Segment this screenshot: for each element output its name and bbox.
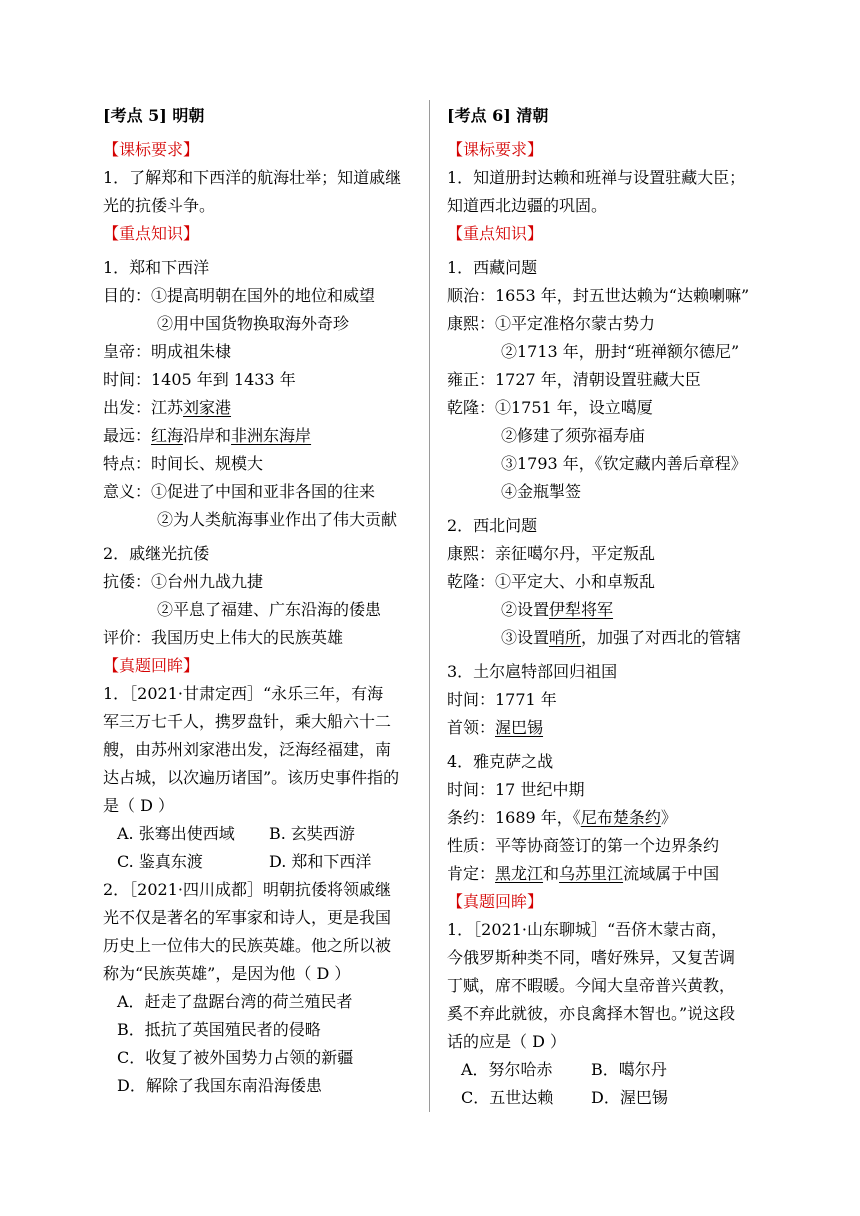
heading-kebiao: 【课标要求】: [447, 140, 544, 159]
option: A. 张骞出使西域: [117, 824, 235, 843]
kebiao-line: 光的抗倭斗争。: [103, 196, 216, 215]
underlined-term: 哨所: [549, 628, 582, 647]
column-divider: [429, 100, 430, 1112]
text: 最远：: [103, 426, 152, 445]
knowledge-line: [447, 714, 787, 742]
option-row: [103, 848, 421, 876]
topic-title: 4．雅克萨之战: [447, 752, 554, 771]
underlined-term: 渥巴锡: [495, 718, 544, 737]
knowledge-line: 乾隆：①1751 年，设立噶厦: [447, 398, 653, 417]
knowledge-line: 乾隆：①平定大、小和卓叛乱: [447, 572, 656, 591]
text: ，加强了对西北的管辖: [581, 628, 742, 647]
knowledge-line: 时间：17 世纪中期: [447, 780, 585, 799]
topic-title: 1．郑和下西洋: [103, 258, 210, 277]
option: B．抵抗了英国殖民者的侵略: [117, 1020, 321, 1039]
knowledge-line: [447, 860, 787, 888]
option-row: [447, 1084, 787, 1112]
knowledge-line: [103, 422, 421, 450]
option: C．收复了被外国势力占领的新疆: [117, 1048, 354, 1067]
knowledge-line: ③1793 年，《钦定藏内善后章程》: [501, 454, 747, 473]
question-line: 艘，由苏州刘家港出发，泛海经福建，南: [103, 740, 392, 759]
option: B．噶尔丹: [591, 1060, 667, 1079]
question-line: 2．［2021·四川成都］明朝抗倭将领戚继: [103, 880, 391, 899]
underlined-term: 伊犁将军: [549, 600, 614, 619]
option-row: [103, 820, 421, 848]
knowledge-line: 顺治：1653 年，封五世达赖为“达赖喇嘛”: [447, 286, 750, 305]
knowledge-line: ②修建了须弥福寿庙: [501, 426, 646, 445]
knowledge-line: ④金瓶掣签: [501, 482, 582, 501]
option-row: [447, 1056, 787, 1084]
underlined-term: 刘家港: [183, 398, 232, 417]
heading-zhenti: 【真题回眸】: [103, 656, 200, 675]
question-line: 称为“民族英雄”，是因为他（ D ）: [103, 964, 351, 983]
text: 流域属于中国: [623, 864, 720, 883]
topic-title: 3．土尔扈特部回归祖国: [447, 662, 618, 681]
right-column: [447, 102, 787, 1112]
knowledge-line: ②用中国货物换取海外奇珍: [157, 314, 350, 333]
knowledge-line: ②为人类航海事业作出了伟大贡献: [157, 510, 398, 529]
option: B. 玄奘西游: [269, 824, 355, 843]
question-line: 历史上一位伟大的民族英雄。他之所以被: [103, 936, 392, 955]
knowledge-line: 性质：平等协商签订的第一个边界条约: [447, 836, 720, 855]
question-line: 达占城，以次遍历诸国”。该历史事件指的: [103, 768, 400, 787]
underlined-term: 红海: [151, 426, 184, 445]
knowledge-line: [447, 624, 787, 652]
kebiao-line: 1．知道册封达赖和班禅与设置驻藏大臣；: [447, 168, 746, 187]
question-line: 奚不弃此就彼，亦良禽择木智也。”说这段: [447, 1004, 736, 1023]
heading-zhenti: 【真题回眸】: [447, 892, 544, 911]
knowledge-line: 康熙：①平定准格尔蒙古势力: [447, 314, 656, 333]
section-title-qing: [考点 6] 清朝: [447, 106, 549, 125]
question-line: 话的应是（ D ）: [447, 1032, 567, 1051]
knowledge-line: 评价：我国历史上伟大的民族英雄: [103, 628, 344, 647]
knowledge-line: 时间：1405 年到 1433 年: [103, 370, 296, 389]
knowledge-line: 皇帝：明成祖朱棣: [103, 342, 232, 361]
knowledge-line: [103, 394, 421, 422]
topic-title: 2．戚继光抗倭: [103, 544, 210, 563]
knowledge-line: 目的：①提高明朝在国外的地位和威望: [103, 286, 376, 305]
text: 沿岸和: [183, 426, 232, 445]
underlined-term: 尼布楚条约: [580, 808, 661, 827]
knowledge-line: 雍正：1727 年，清朝设置驻藏大臣: [447, 370, 701, 389]
option: D．渥巴锡: [591, 1088, 668, 1107]
knowledge-line: 特点：时间长、规模大: [103, 454, 264, 473]
section-title-ming: [考点 5] 明朝: [103, 106, 205, 125]
underlined-term: 非洲东海岸: [231, 426, 312, 445]
question-line: 1．［2021·山东聊城］“吾侪木蒙古商，: [447, 920, 728, 939]
kebiao-line: 知道西北边疆的巩固。: [447, 196, 608, 215]
heading-zhongdian: 【重点知识】: [103, 224, 200, 243]
question-line: 丁赋，席不暇暖。今闻大皇帝普兴黄教，: [447, 976, 736, 995]
text: 和: [543, 864, 560, 883]
question-line: 今俄罗斯种类不同，嗜好殊异，又复苦调: [447, 948, 736, 967]
knowledge-line: ②平息了福建、广东沿海的倭患: [157, 600, 382, 619]
knowledge-line: [447, 596, 787, 624]
topic-title: 1．西藏问题: [447, 258, 538, 277]
text: 》: [660, 808, 677, 827]
underlined-term: 乌苏里江: [559, 864, 624, 883]
text: 首领：: [447, 718, 496, 737]
option: D．解除了我国东南沿海倭患: [117, 1076, 322, 1095]
option: A．努尔哈赤: [461, 1060, 553, 1079]
underlined-term: 黑龙江: [495, 864, 544, 883]
question-line: 1．［2021·甘肃定西］“永乐三年，有海: [103, 684, 384, 703]
knowledge-line: 意义：①促进了中国和亚非各国的往来: [103, 482, 376, 501]
kebiao-line: 1．了解郑和下西洋的航海壮举；知道戚继: [103, 168, 402, 187]
text: ③设置: [501, 628, 550, 647]
heading-kebiao: 【课标要求】: [103, 140, 200, 159]
option: C．五世达赖: [461, 1088, 554, 1107]
text: 肯定：: [447, 864, 496, 883]
text: 出发：江苏: [103, 398, 184, 417]
option: D. 郑和下西洋: [269, 852, 372, 871]
question-line: 是（ D ）: [103, 796, 175, 815]
question-line: 军三万七千人，携罗盘针，乘大船六十二: [103, 712, 392, 731]
topic-title: 2．西北问题: [447, 516, 538, 535]
option: C. 鉴真东渡: [117, 852, 203, 871]
text: ②设置: [501, 600, 550, 619]
knowledge-line: ②1713 年，册封“班禅额尔德尼”: [501, 342, 740, 361]
question-line: 光不仅是著名的军事家和诗人，更是我国: [103, 908, 392, 927]
text: 条约：1689 年，《: [447, 808, 581, 827]
knowledge-line: 康熙：亲征噶尔丹，平定叛乱: [447, 544, 656, 563]
knowledge-line: 抗倭：①台州九战九捷: [103, 572, 264, 591]
knowledge-line: 时间：1771 年: [447, 690, 557, 709]
knowledge-line: [447, 804, 787, 832]
heading-zhongdian: 【重点知识】: [447, 224, 544, 243]
option: A．赶走了盘踞台湾的荷兰殖民者: [117, 992, 353, 1011]
left-column: [103, 102, 421, 1100]
